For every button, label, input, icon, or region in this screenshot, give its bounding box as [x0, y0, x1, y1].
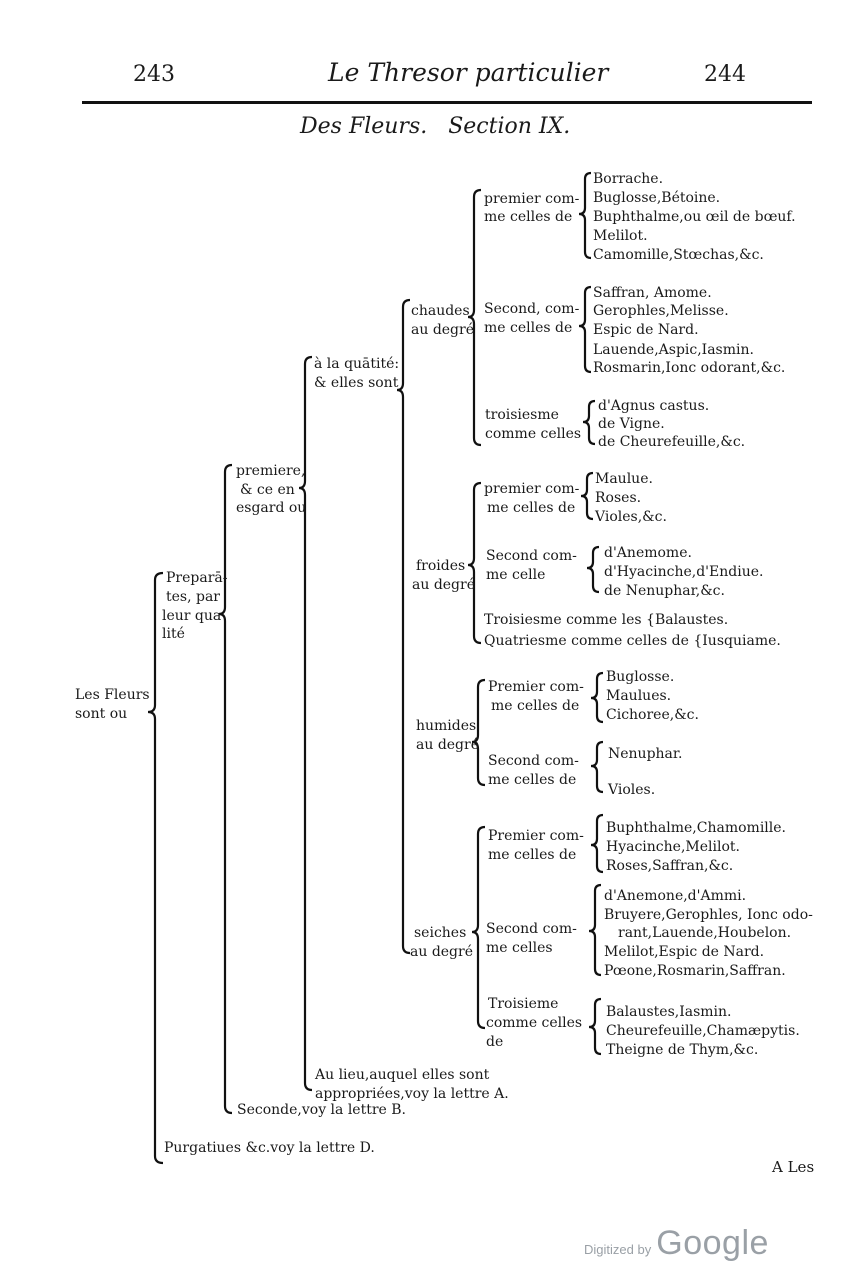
preparees-line2: tes, par [166, 589, 220, 605]
chaudes-troisiesme-label-line1: troisiesme [485, 407, 559, 423]
preparees-line3: leur qua [162, 608, 222, 624]
bracket-chaudes [468, 190, 481, 445]
froides-label-line1: froides [416, 558, 466, 574]
humides-premier-item: Buglosse. [606, 669, 675, 685]
froides-premier-item: Violes,&c. [595, 509, 667, 525]
bracket-chaudes-second [579, 287, 591, 372]
seiches-premier-label-line1: Premier com- [488, 828, 584, 844]
seiches-second-item: rant,Lauende,Houbelon. [618, 925, 792, 941]
bracket-froides [468, 483, 481, 643]
premiere-line2: & ce en [240, 482, 295, 498]
bracket-seiches-second [589, 885, 601, 975]
bracket-qualite [397, 300, 410, 953]
section-heading: Des Fleurs. Section IX. [300, 114, 571, 139]
qualite-line1: à la quātité: [314, 356, 400, 372]
seiches-premier-label-line2: me celles de [488, 847, 577, 863]
seiches-troisieme-item: Cheurefeuille,Chamæpytis. [606, 1023, 800, 1039]
watermark-prefix: Digitized by [584, 1242, 652, 1257]
bracket-seiches-premier [591, 815, 603, 872]
chaudes-premier-item: Borrache. [593, 171, 664, 187]
chaudes-label-line1: chaudes [411, 303, 470, 319]
humides-premier-label-line1: Premier com- [488, 679, 584, 695]
froides-second-item: d'Hyacinche,d'Endiue. [604, 564, 764, 580]
bracket-chaudes-troisiesme [583, 401, 595, 444]
chaudes-premier-item: Camomille,Stœchas,&c. [593, 247, 764, 263]
seiches-second-item: d'Anemone,d'Ammi. [604, 888, 747, 904]
seiches-premier-item: Roses,Saffran,&c. [606, 858, 734, 874]
seiches-second-label-line1: Second com- [486, 921, 577, 937]
chaudes-troisiesme-item: de Vigne. [598, 416, 665, 432]
premiere-line1: premiere, [236, 463, 306, 479]
seiches-troisieme-item: Balaustes,Iasmin. [606, 1004, 732, 1020]
seiches-troisieme-item: Theigne de Thym,&c. [606, 1042, 759, 1058]
qualite-line2: & elles sont [314, 375, 399, 391]
root-label-line1: Les Fleurs [75, 687, 150, 703]
google-watermark [584, 1224, 769, 1263]
froides-quatriesme-line: Quatriesme comme celles de {Iusquiame. [484, 633, 781, 649]
froides-label-line2: au degré [412, 577, 475, 593]
seiches-premier-item: Hyacinche,Melilot. [606, 839, 740, 855]
seiches-troisieme-label-line3: de [486, 1034, 504, 1050]
froides-second-item: de Nenuphar,&c. [604, 583, 725, 599]
seiches-second-item: Melilot,Espic de Nard. [604, 944, 765, 960]
froides-troisiesme-line: Troisiesme comme les {Balaustes. [484, 612, 729, 628]
chaudes-premier-item: Buglosse,Bétoine. [593, 190, 721, 206]
chaudes-label-line2: au degré [411, 322, 474, 338]
froides-premier-item: Maulue. [595, 471, 653, 487]
chaudes-second-label-line1: Second, com- [484, 301, 580, 317]
humides-label-line1: humides [416, 718, 477, 734]
seiches-troisieme-label-line1: Troisieme [488, 996, 559, 1012]
chaudes-second-item: Saffran, Amome. [593, 285, 712, 301]
chaudes-second-item: Lauende,Aspic,Iasmin. [593, 342, 754, 358]
froides-second-item: d'Anemome. [604, 545, 692, 561]
chaudes-second-item: Espic de Nard. [593, 322, 699, 338]
humides-second-label-line2: me celles de [488, 772, 577, 788]
preparees-line4: lité [162, 626, 185, 642]
bracket-seiches-troisieme [589, 999, 601, 1054]
preparees-line1: Preparā- [166, 570, 228, 586]
humides-premier-item: Maulues. [606, 688, 672, 704]
chaudes-troisiesme-label-line2: comme celles [485, 426, 582, 442]
bracket-froides-second [587, 547, 599, 592]
root-label-line2: sont ou [75, 706, 128, 722]
seiches-premier-item: Buphthalme,Chamomille. [606, 820, 786, 836]
froides-second-label-line2: me celle [486, 567, 546, 583]
chaudes-second-label-line2: me celles de [484, 320, 573, 336]
seiches-label-line2: au degré [410, 944, 473, 960]
chaudes-second-item: Rosmarin,Ionc odorant,&c. [593, 360, 786, 376]
page-number-left: 243 [133, 62, 175, 87]
au-lieu-line2: appropriées,voy la lettre A. [315, 1086, 509, 1102]
chaudes-troisiesme-item: de Cheurefeuille,&c. [598, 434, 746, 450]
bracket-froides-premier [581, 473, 593, 519]
froides-premier-label-line2: me celles de [487, 500, 576, 516]
bracket-seiches [472, 827, 485, 1028]
froides-premier-label-line1: premier com- [484, 481, 580, 497]
chaudes-premier-item: Buphthalme,ou œil de bœuf. [593, 209, 796, 225]
seiches-second-item: Bruyere,Gerophles, Ionc odo- [604, 907, 813, 923]
chaudes-troisiesme-item: d'Agnus castus. [598, 398, 710, 414]
humides-label-line2: au degré [416, 737, 479, 753]
seconde-line: Seconde,voy la lettre B. [237, 1102, 407, 1118]
humides-premier-item: Cichoree,&c. [606, 707, 699, 723]
running-title: Le Thresor particulier [328, 58, 609, 87]
chaudes-premier-label-line1: premier com- [484, 191, 580, 207]
bracket-root [148, 573, 163, 1163]
bracket-chaudes-premier [579, 173, 591, 258]
page-number-right: 244 [704, 62, 746, 87]
humides-second-item: Violes. [608, 782, 656, 798]
seiches-troisieme-label-line2: comme celles [486, 1015, 583, 1031]
bracket-preparees [219, 465, 232, 1113]
header-rule [82, 101, 812, 104]
bracket-humides-premier [591, 673, 603, 722]
chaudes-premier-item: Melilot. [593, 228, 648, 244]
au-lieu-line1: Au lieu,auquel elles sont [315, 1067, 490, 1083]
humides-premier-label-line2: me celles de [491, 698, 580, 714]
seiches-second-label-line2: me celles [486, 940, 553, 956]
seiches-label-line1: seiches [414, 925, 467, 941]
seiches-second-item: Pœone,Rosmarin,Saffran. [604, 963, 786, 979]
purgatiues-line: Purgatiues &c.voy la lettre D. [164, 1140, 375, 1156]
froides-second-label-line1: Second com- [486, 548, 577, 564]
watermark-brand: Google [656, 1224, 769, 1262]
bracket-humides-second [591, 742, 603, 792]
chaudes-premier-label-line2: me celles de [484, 209, 573, 225]
froides-premier-item: Roses. [595, 490, 642, 506]
premiere-line3: esgard ou [236, 500, 307, 516]
chaudes-second-item: Gerophles,Melisse. [593, 303, 729, 319]
catchword: A Les [772, 1158, 815, 1176]
humides-second-item: Nenuphar. [608, 746, 683, 762]
humides-second-label-line1: Second com- [488, 753, 579, 769]
